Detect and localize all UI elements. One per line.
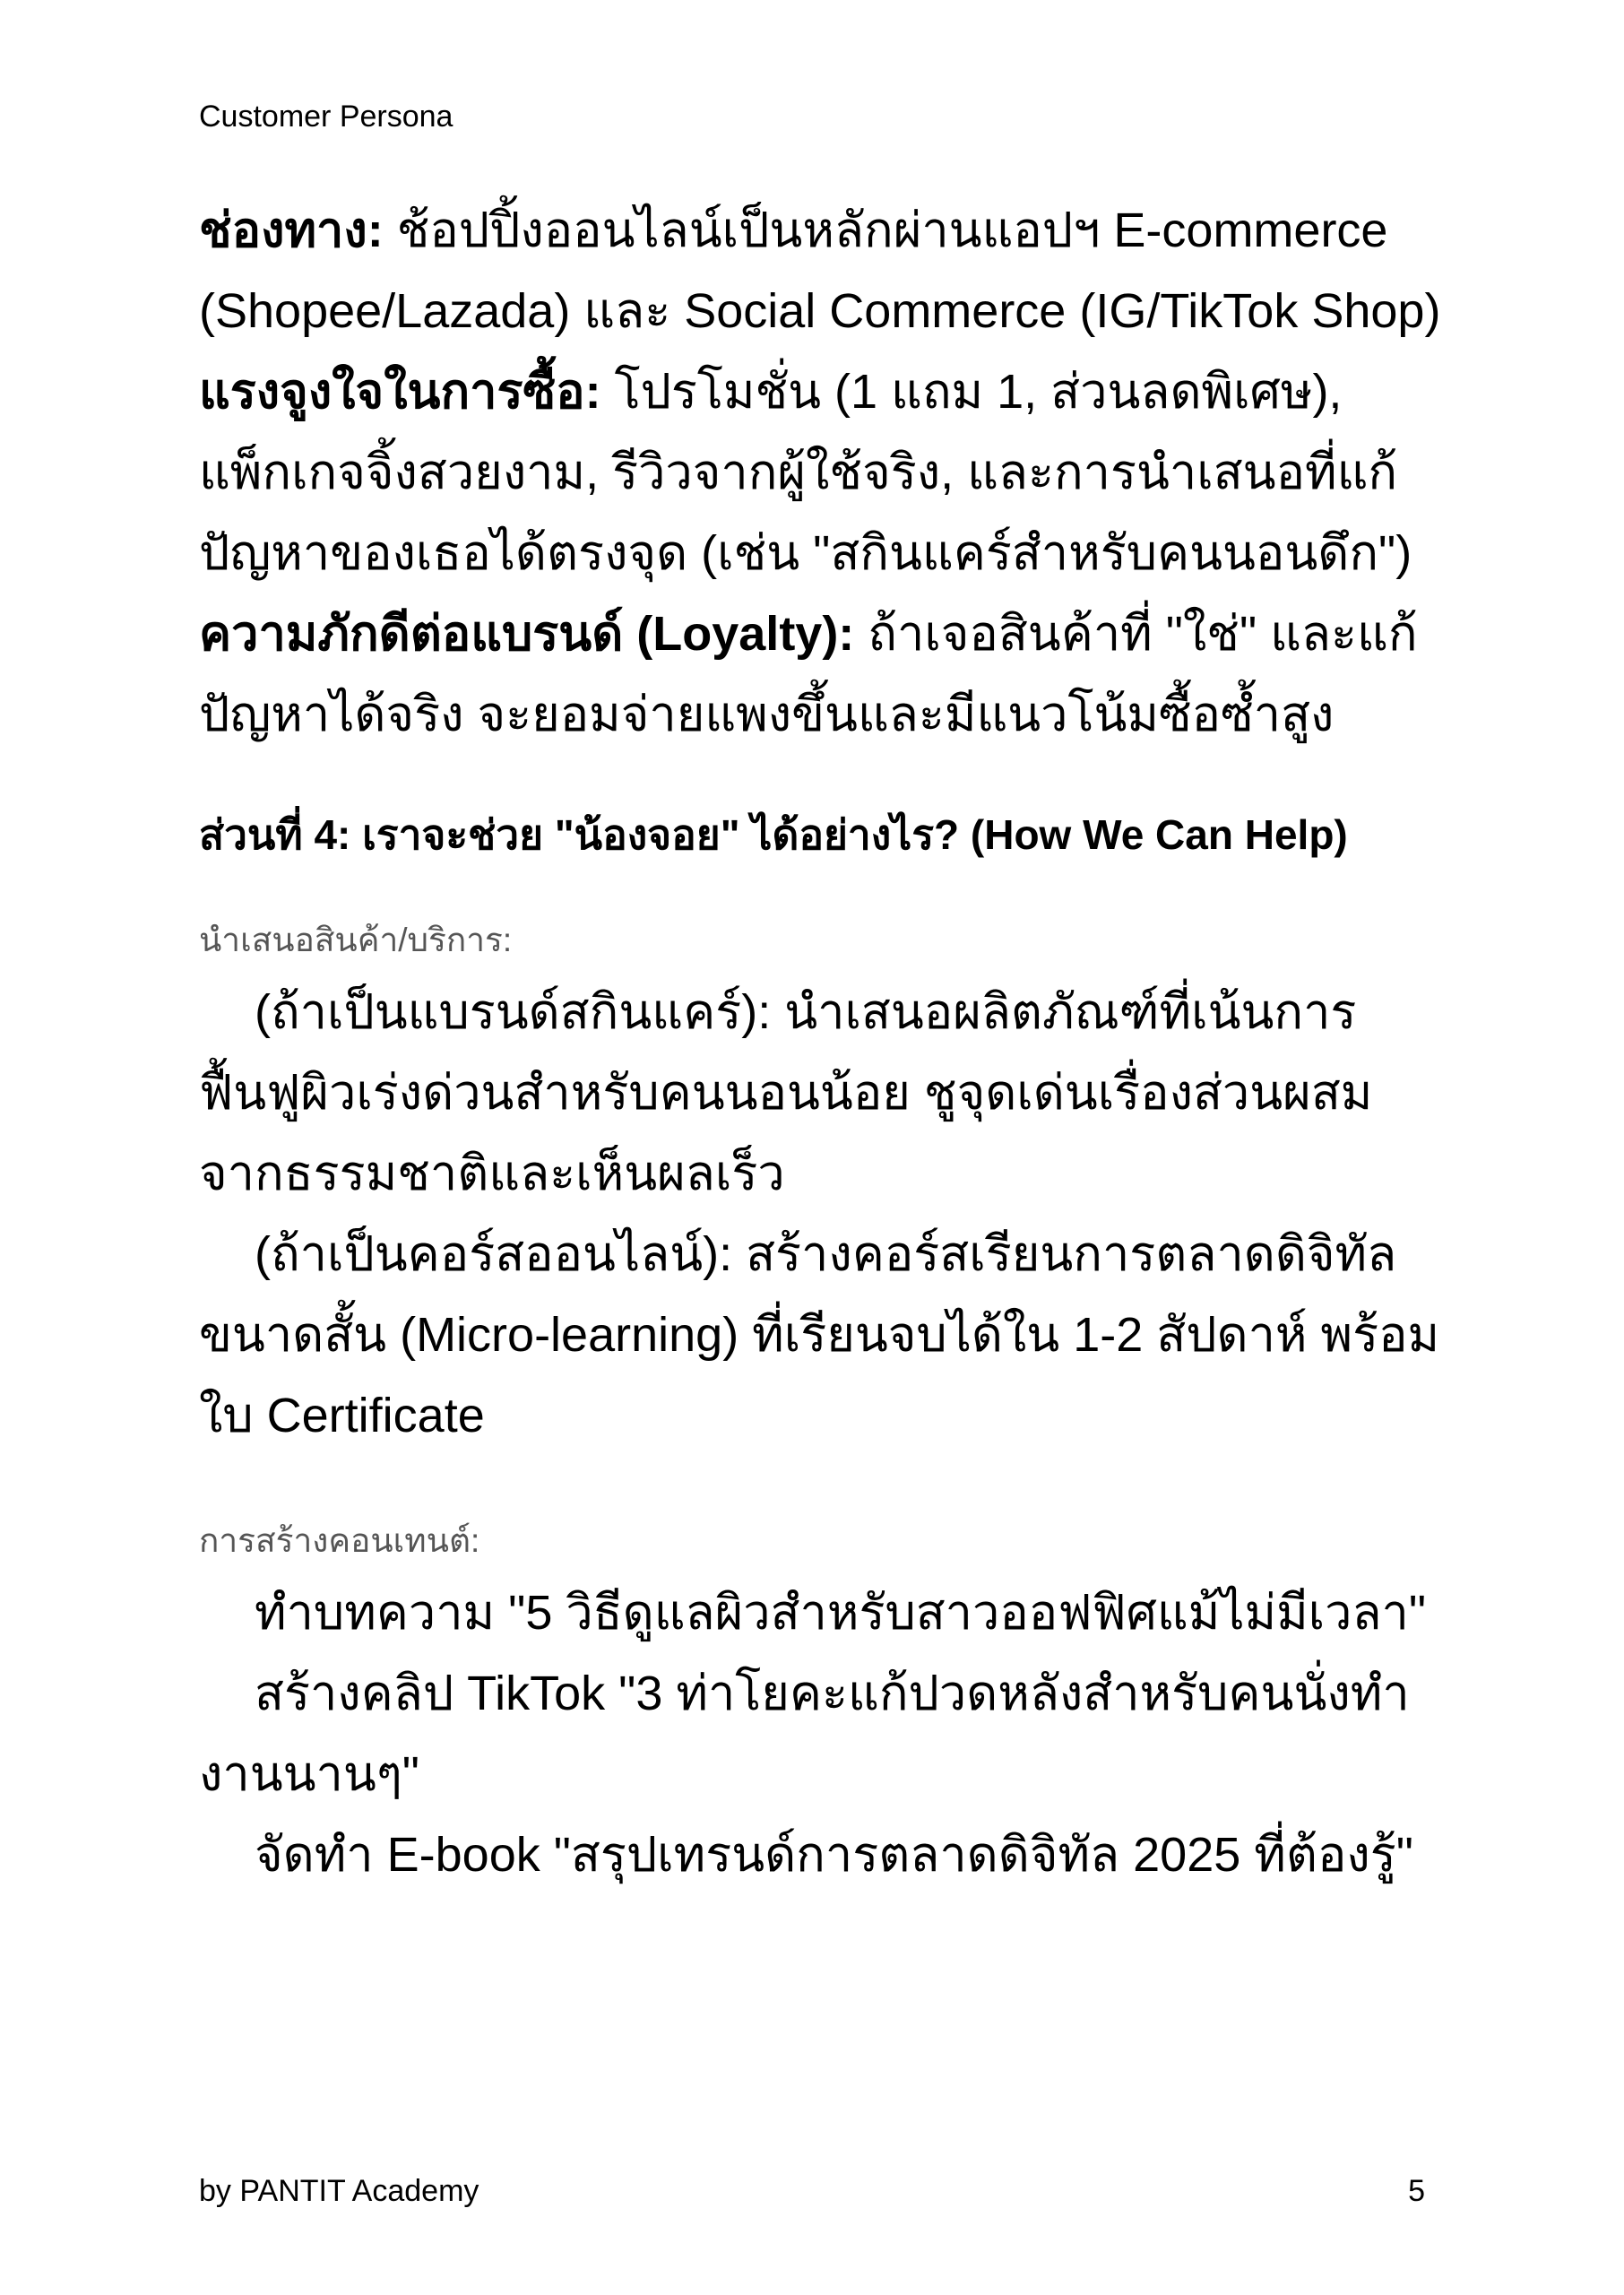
- section-4-heading: ส่วนที่ 4: เราจะช่วย "น้องจอย" ได้อย่างไร? (How We Can Help): [199, 811, 1348, 858]
- content-label: การสร้างคอนเทนต์:: [199, 1522, 480, 1559]
- content-item-tiktok: สร้างคลิป TikTok "3 ท่าโยคะแก้ปวดหลังสำหรับคนนั่งทำงานนานๆ": [199, 1667, 1410, 1801]
- offer-item-course: (ถ้าเป็นคอร์สออนไลน์): สร้างคอร์สเรียนการตลาดดิจิทัลขนาดสั้น (Micro-learning) ที่เรียนจบได้ใน 1-2 สัปดาห์ พร้อมใบ Certificate: [199, 1227, 1440, 1442]
- page-footer: [199, 2171, 1425, 2211]
- channel-paragraph: [199, 190, 1445, 351]
- loyalty-label: ความภักดีต่อแบรนด์ (Loyalty):: [199, 607, 855, 661]
- loyalty-paragraph: [199, 593, 1445, 755]
- content-item-article: ทำบทความ "5 วิธีดูแลผิวสำหรับสาวออฟฟิศแม้ไม่มีเวลา": [255, 1586, 1427, 1640]
- page-content: [199, 190, 1445, 1895]
- channel-label: ช่องทาง:: [199, 204, 384, 257]
- loyalty-text: ถ้าเจอสินค้าที่ "ใช่" และแก้ปัญหาได้จริง จะยอมจ่ายแพงขึ้นและมีแนวโน้มซื้อซ้ำสูง: [199, 607, 1418, 741]
- motivation-text: โปรโมชั่น (1 แถม 1, ส่วนลดพิเศษ), แพ็กเกจจิ้งสวยงาม, รีวิวจากผู้ใช้จริง, และการนำเสนอที่แก้ปัญหาของเธอได้ตรงจุด (เช่น "สกินแคร์สำหรับคนนอนดึก"): [199, 365, 1412, 580]
- footer-credit: by PANTIT Academy: [199, 2174, 479, 2208]
- page-header: Customer Persona: [199, 100, 454, 134]
- content-item-ebook: จัดทำ E-book "สรุปเทรนด์การตลาดดิจิทัล 2025 ที่ต้องรู้": [255, 1828, 1413, 1882]
- page-number: 5: [1408, 2174, 1425, 2208]
- channel-text: ช้อปปิ้งออนไลน์เป็นหลักผ่านแอปฯ E-commerce (Shopee/Lazada) และ Social Commerce (IG/TikTok Shop): [199, 204, 1441, 338]
- offer-label: นำเสนอสินค้า/บริการ:: [199, 922, 513, 958]
- motivation-label: แรงจูงใจในการซื้อ:: [199, 365, 601, 419]
- motivation-paragraph: [199, 351, 1445, 593]
- offer-item-skincare: (ถ้าเป็นแบรนด์สกินแคร์): นำเสนอผลิตภัณฑ์ที่เน้นการฟื้นฟูผิวเร่งด่วนสำหรับคนนอนน้อย ชูจุดเด่นเรื่องส่วนผสมจากธรรมชาติและเห็นผลเร็ว: [199, 985, 1373, 1200]
